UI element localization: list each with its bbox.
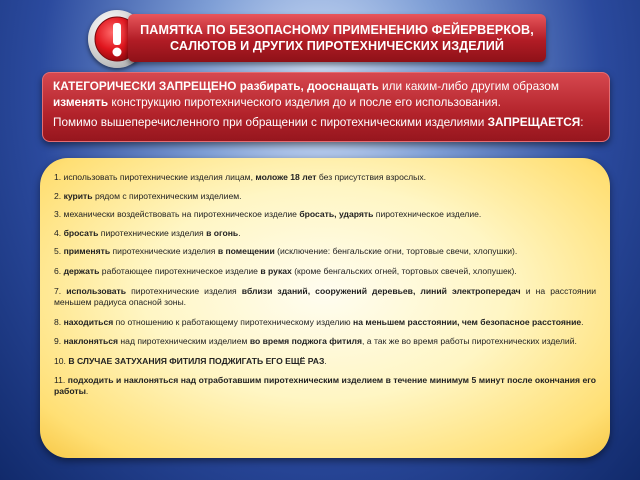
list-item — [54, 266, 596, 278]
rule-text: работающее пиротехническое изделие — [99, 265, 261, 276]
rule-bold: в помещении — [217, 246, 275, 257]
rules-list — [40, 158, 610, 458]
rule-text: . — [85, 386, 89, 397]
prohibition-text-2: конструкцию пиротехнического изделия до и после его использования. — [108, 94, 501, 109]
rule-text: 9. — [54, 336, 64, 347]
rule-bold: во время поджога фитиля — [249, 336, 363, 347]
list-item — [54, 228, 596, 240]
rule-bold: наклоняться — [63, 336, 119, 347]
rule-text: . — [324, 355, 327, 366]
prohibition-text-1: или каким-либо другим образом — [378, 79, 559, 93]
list-item — [54, 209, 596, 221]
list-item — [54, 191, 596, 203]
rule-bold: использовать — [66, 285, 127, 296]
list-item — [54, 172, 596, 184]
rule-text: 8. — [54, 316, 64, 327]
prohibition-paragraph-2 — [53, 115, 599, 131]
rule-text: , а так же во время работы пиротехнических изделий. — [362, 336, 577, 347]
rule-text: рядом с пиротехническим изделием. — [92, 190, 242, 201]
rule-text: пиротехнические изделия — [98, 227, 207, 238]
list-item — [54, 375, 596, 398]
rule-text: . — [238, 227, 241, 238]
rule-bold: в огонь — [206, 227, 239, 238]
rule-text: . — [581, 316, 584, 327]
rule-bold: держать — [63, 265, 100, 276]
rule-bold: находиться — [63, 316, 114, 327]
rule-text: 2. — [54, 190, 64, 201]
rule-bold: В СЛУЧАЕ ЗАТУХАНИЯ ФИТИЛЯ ПОДЖИГАТЬ ЕГО ЕЩЁ РАЗ — [68, 355, 325, 366]
page-title — [128, 14, 546, 62]
rule-text: 1. использовать пиротехнические изделия лицам, — [54, 172, 256, 182]
prohibition-colon: : — [580, 115, 584, 129]
rule-text: (кроме бенгальских огней, тортовых свечей, хлопушек). — [291, 265, 517, 276]
prohibition-bold-1: КАТЕГОРИЧЕСКИ ЗАПРЕЩЕНО разбирать, дооснащать — [53, 79, 379, 93]
rule-text: без присутствия взрослых. — [316, 172, 427, 182]
title-line-1: ПАМЯТКА ПО БЕЗОПАСНОМУ ПРИМЕНЕНИЮ ФЕЙЕРВЕРКОВ, — [140, 23, 534, 37]
rule-text: по отношению к работающему пиротехническому изделию — [113, 316, 353, 327]
prohibition-notice — [42, 72, 610, 142]
rule-bold: курить — [63, 190, 93, 201]
rule-bold: подходить и наклоняться над отработавшим пиротехническим изделием в течение минимум 5 минут после окончания его работы — [54, 374, 596, 397]
rule-bold: моложе 18 лет — [255, 172, 317, 182]
list-item — [54, 286, 596, 309]
list-item — [54, 356, 596, 368]
rule-text: пиротехническое изделие. — [373, 209, 482, 220]
rule-text: 7. — [54, 285, 67, 296]
list-item — [54, 317, 596, 329]
prohibition-paragraph-1 — [53, 79, 599, 110]
rule-bold: на меньшем расстоянии, чем безопасное расстояние — [353, 316, 582, 327]
rule-bold: применять — [63, 246, 111, 257]
rule-text: 4. — [54, 227, 64, 238]
list-item — [54, 336, 596, 348]
rule-bold: в руках — [260, 265, 292, 276]
prohibition-bold-2: изменять — [53, 94, 109, 109]
prohibition-text-3: Помимо вышеперечисленного при обращении с пиротехническими изделиями — [53, 115, 488, 129]
rule-text: и на расстоянии меньшем радиуса опасной зоны. — [54, 285, 597, 308]
rule-bold: бросать, ударять — [299, 209, 374, 220]
rule-text: над пиротехническим изделием — [118, 336, 250, 347]
rule-text: 6. — [54, 265, 64, 276]
rule-bold: вблизи зданий, сооружений деревьев, линий электропередач — [241, 285, 521, 296]
rule-text: (исключение: бенгальские огни, тортовые свечи, хлопушки). — [274, 246, 518, 257]
rule-text: пиротехнические изделия — [110, 246, 218, 257]
rule-text: 11. — [54, 374, 68, 385]
rule-text: пиротехнические изделия — [126, 285, 242, 296]
rule-text: 10. — [54, 355, 69, 366]
prohibition-bold-3: ЗАПРЕЩАЕТСЯ — [487, 115, 581, 129]
rule-text: 5. — [54, 246, 64, 257]
rule-bold: бросать — [63, 227, 99, 238]
rule-text: 3. механически воздействовать на пиротехническое изделие — [54, 209, 300, 220]
title-line-2: САЛЮТОВ И ДРУГИХ ПИРОТЕХНИЧЕСКИХ ИЗДЕЛИЙ — [170, 39, 504, 53]
list-item — [54, 246, 596, 258]
